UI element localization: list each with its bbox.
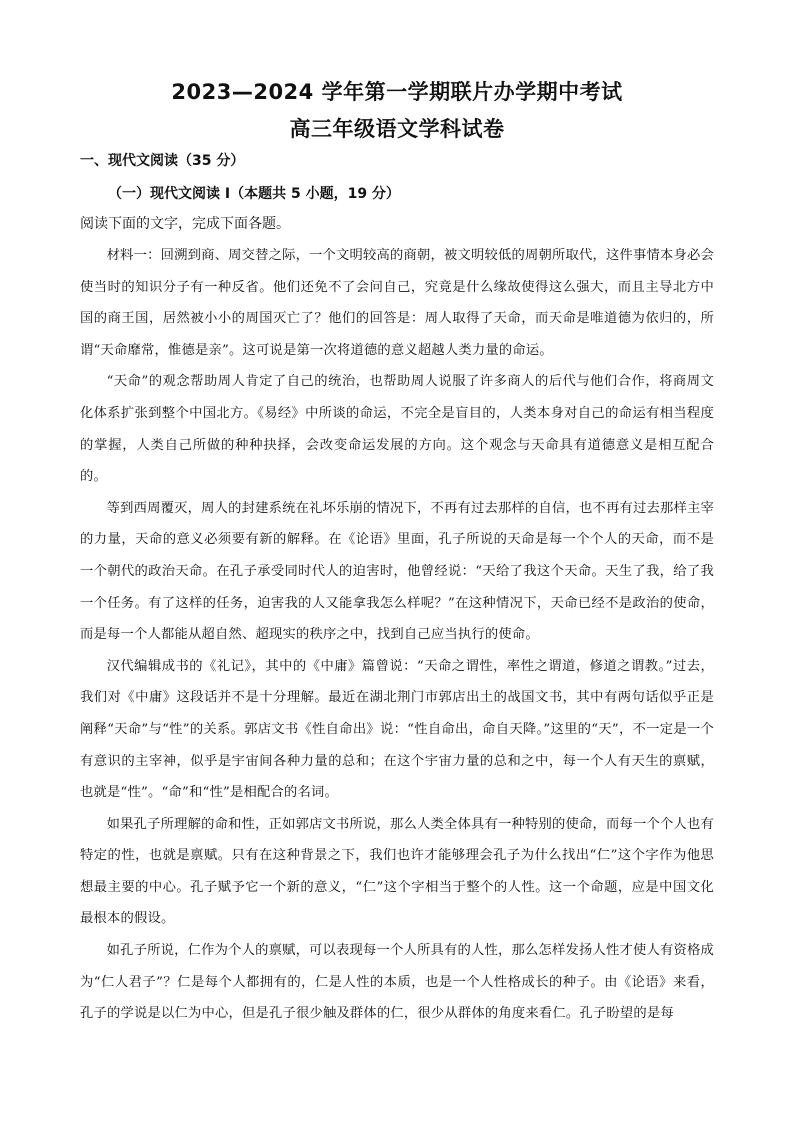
reading-instruction: 阅读下面的文字，完成下面各题。 (80, 216, 290, 232)
section-heading: 一、现代文阅读（35 分） (80, 153, 245, 169)
paragraph-1: 材料一：回溯到商、周交替之际，一个文明较高的商朝，被文明较低的周朝所取代，这件事情本身必会使当时的知识分子有一种反省。他们还免不了会问自己，究竟是什么缘故使得这么强大，而且主导北方中国的商王国，居然被小小的周国灭亡了？他们的回答是：周人取得了天命，而天命是唯道德为依归的，所谓“天命靡常，惟德是亲”。这可说是第一次将道德的意义超越人类力量的命运。 (80, 248, 714, 358)
exam-title: 2023—2024 学年第一学期联片办学期中考试 (171, 80, 623, 104)
paragraph-4: 汉代编辑成书的《礼记》，其中的《中庸》篇曾说：“天命之谓性，率性之谓道，修道之谓教。”过去，我们对《中庸》这段话并不是十分理解。最近在湖北荆门市郭店出土的战国文书，其中有两句话似乎正是阐释“天命”与“性”的关系。郭店文书《性自命出》说：“性自命出，命自天降。”这里的“天”，不一定是一个有意识的主宰神，似乎是宇宙间各种力量的总和；在这个宇宙力量的总和之中，每一个人有天生的禀赋，也就是“性”。“命”和“性”是相配合的名词。 (80, 658, 714, 801)
exam-subtitle: 高三年级语文学科试卷 (289, 117, 505, 141)
paragraph-3: 等到西周覆灭，周人的封建系统在礼坏乐崩的情况下，不再有过去那样的自信，也不再有过去那样主宰的力量，天命的意义必须要有新的解释。在《论语》里面，孔子所说的天命是每一个个人的天命，而不是一个朝代的政治天命。在孔子承受同时代人的迫害时，他曾经说：“天给了我这个天命。天生了我，给了我一个任务。有了这样的任务，迫害我的人又能拿我怎么样呢？”在这种情况下，天命已经不是政治的使命，而是每一个人都能从超自然、超现实的秩序之中，找到自己应当执行的使命。 (80, 500, 714, 643)
paragraph-6: 如孔子所说，仁作为个人的禀赋，可以表现每一个人所具有的人性，那么怎样发扬人性才使人有资格成为“仁人君子”？仁是每个人都拥有的，仁是人性的本质，也是一个人性格成长的种子。由《论语》来看，孔子的学说是以仁为中心，但是孔子很少触及群体的仁，很少从群体的角度来看仁。孔子盼望的是每 (80, 943, 714, 1022)
paragraph-2: “天命”的观念帮助周人肯定了自己的统治，也帮助周人说服了许多商人的后代与他们合作，将商周文化体系扩张到整个中国北方。《易经》中所谈的命运，不完全是盲目的，人类本身对自己的命运有相当程度的掌握，人类自己所做的种种抉择，会改变命运发展的方向。这个观念与天命具有道德意义是相互配合的。 (80, 374, 714, 485)
reading-passage (80, 240, 714, 1030)
subsection-heading: （一）现代文阅读 I（本题共 5 小题，19 分） (108, 186, 400, 202)
paragraph-5: 如果孔子所理解的命和性，正如郭店文书所说，那么人类全体具有一种特别的使命，而每一个个人也有特定的性，也就是禀赋。只有在这种背景之下，我们也许才能够理会孔子为什么找出“仁”这个字作为他思想最主要的中心。孔子赋予它一个新的意义，“仁”这个字相当于整个的人性。这一个命题，应是中国文化最根本的假设。 (80, 816, 714, 927)
